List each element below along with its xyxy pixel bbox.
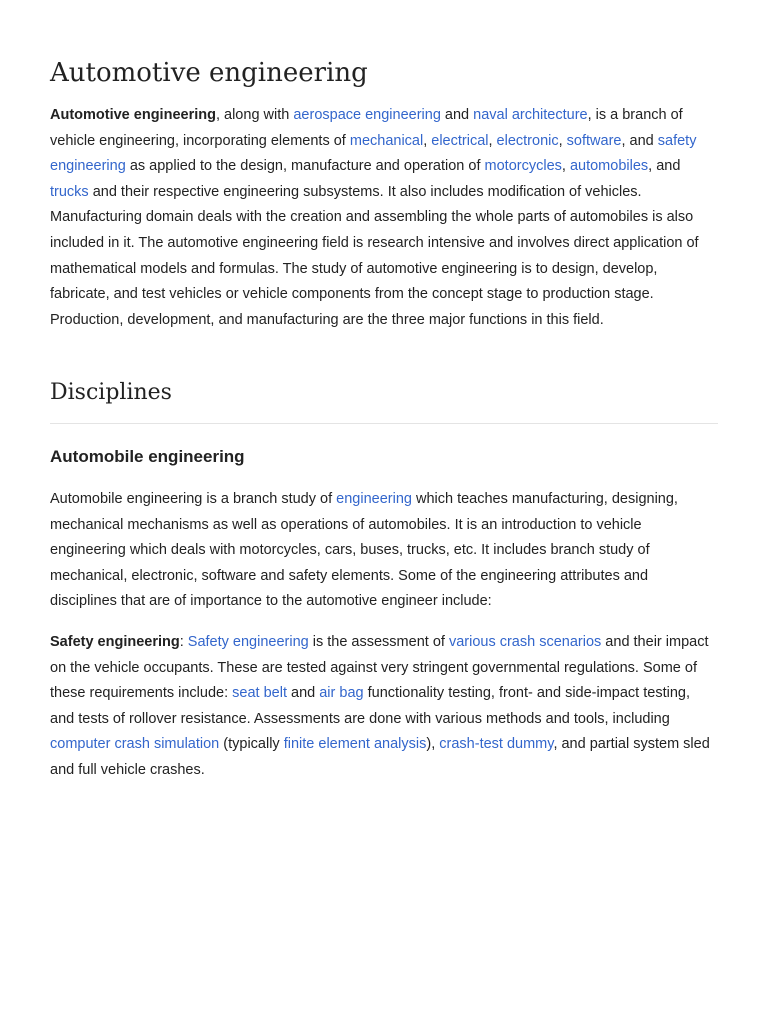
page-title: Automotive engineering	[50, 58, 368, 88]
paragraph-text: and their impact on the vehicle occupants. These are tested against very stringent governmental regulations. Some of these requirements include:	[50, 634, 709, 702]
link-safety-engineering-2[interactable]: Safety engineering	[187, 634, 309, 650]
intro-text: , and	[648, 158, 681, 175]
safety-lead-bold: Safety engineering	[50, 634, 180, 650]
intro-text: as applied to the design, manufacture and operation of	[125, 158, 485, 175]
link-air-bag[interactable]: air bag	[319, 685, 364, 702]
intro-text: , along with	[215, 107, 294, 123]
paragraph-text: and	[286, 685, 320, 702]
link-naval-architecture[interactable]: naval architecture	[473, 107, 588, 123]
paragraph-text: which teaches manufacturing, designing, mechanical mechanisms as well as operations of automobiles. It is an introduction to vehicle engineering which deals with motorcycles, cars, buses, trucks, etc. It includes branch study of mechanical, electronic, software and safety elements. Some of the engineering attributes and disciplines that are of importance to the automotive engineer include:	[50, 491, 678, 610]
section-divider	[50, 423, 718, 424]
intro-text: and	[440, 107, 474, 123]
paragraph-text: (typically	[219, 736, 284, 753]
link-computer-crash-simulation[interactable]: computer crash simulation	[50, 736, 220, 753]
link-aerospace-engineering[interactable]: aerospace engineering	[293, 107, 441, 123]
intro-text: ,	[558, 132, 567, 149]
intro-text: ,	[423, 132, 432, 149]
safety-engineering-paragraph	[50, 630, 718, 784]
link-electrical[interactable]: electrical	[431, 132, 489, 149]
link-engineering[interactable]: engineering	[336, 491, 412, 507]
paragraph-text: functionality testing, front- and side-impact testing, and tests of rollover resistance. Assessments are done with various methods and tools, including	[50, 685, 690, 727]
paragraph-text: , and partial system sled and full vehicle crashes.	[50, 736, 710, 778]
intro-text: and their respective engineering subsystems. It also includes modification of vehicles. Manufacturing domain deals with the creation and assembling the whole parts of automobiles is also included in it. The automotive engineering field is research intensive and involves direct application of mathematical models and formulas. The study of automotive engineering is to design, develop, fabricate, and test vehicles or vehicle components from the concept stage to production stage. Production, development, and manufacturing are the three major functions in this field.	[50, 183, 699, 328]
link-various-crash-scenarios[interactable]: various crash scenarios	[448, 634, 602, 650]
link-mechanical[interactable]: mechanical	[349, 132, 424, 149]
intro-text: ,	[561, 158, 570, 175]
subsection-heading-automobile-engineering: Automobile engineering	[50, 447, 245, 466]
paragraph-text: Automobile engineering is a branch study of	[50, 491, 337, 507]
paragraph-text: :	[179, 634, 188, 650]
paragraph-text: is the assessment of	[308, 634, 449, 650]
link-trucks[interactable]: trucks	[50, 183, 89, 200]
intro-text: ,	[488, 132, 497, 149]
link-software[interactable]: software	[566, 132, 622, 149]
link-automobiles[interactable]: automobiles	[569, 158, 649, 175]
intro-text: , and	[621, 132, 658, 149]
section-heading-disciplines: Disciplines	[50, 380, 172, 405]
link-seat-belt[interactable]: seat belt	[232, 685, 287, 702]
link-finite-element-analysis[interactable]: finite element analysis	[283, 736, 427, 753]
automobile-engineering-paragraph	[50, 487, 718, 615]
link-safety-engineering[interactable]: safety engineering	[50, 132, 697, 175]
paragraph-text: ),	[426, 736, 440, 753]
link-motorcycles[interactable]: motorcycles	[484, 158, 562, 175]
link-electronic[interactable]: electronic	[496, 132, 559, 149]
intro-lead-bold: Automotive engineering	[50, 107, 216, 123]
intro-text: , is a branch of vehicle engineering, incorporating elements of	[50, 107, 683, 149]
intro-paragraph	[50, 103, 718, 333]
link-crash-test-dummy[interactable]: crash-test dummy	[439, 736, 554, 753]
